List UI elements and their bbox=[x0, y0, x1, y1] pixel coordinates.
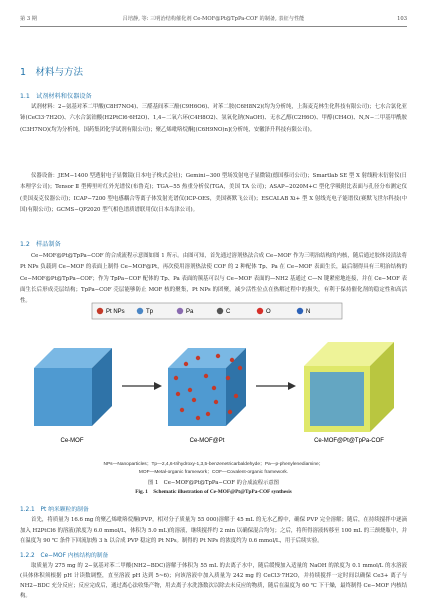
legend-label: C bbox=[226, 309, 231, 316]
legend-marker bbox=[137, 308, 143, 314]
subsubsection-heading: 1.2.2 Ce−MOF 内核结构的制备 bbox=[20, 553, 109, 559]
subsection-heading: 1.1 试剂材料和仪器设备 bbox=[20, 93, 92, 100]
paragraph-preparation: Ce−MOF@Pt@TpPa−COF 的合成流程示意图如图 1 所示。由图可知，首先通过溶剂热法合成 Ce−MOF 作为三明治结构的内核，随后通过胶体浸渍法将 Pt NPs 负载到 Ce−MOF 的表面上制得 Ce−MOF@Pt，再次使用溶剂热法使 COF 的 2 种配体 Tp、Pa 在 Ce−MOF 表面生长，最后制得具有三明治结构的 Ce−MOF@Pt@TpPa−COF；作为 TpPa−COF 配体的 Tp、Pa 表面的羰基可以与 Ce−MOF 表面的—NH2 基通过 C—N 键紧密地连接，并在 Ce−MOF 表面生长后形成壳层结构；TpPa−COF 壳层能够防止 MOF 核的聚集，Pt NPs 的团聚，减少活性位点在热解过程中的损失，有利于保持催化剂的稳定性和高活性。 bbox=[20, 253, 407, 305]
legend-marker bbox=[257, 308, 263, 314]
pt-nanoparticle bbox=[188, 388, 192, 392]
legend-label: N bbox=[306, 309, 311, 316]
legend-marker bbox=[97, 308, 103, 314]
figure-abbrev-note-1: NPs—Nanoparticles；Tp—2,4,6-trihydroxy-1,3,5-benzenetricarbaldehyde；Pa—p-phenylenediamine； bbox=[103, 462, 324, 467]
running-header bbox=[20, 14, 407, 24]
legend-marker bbox=[177, 308, 183, 314]
pt-nanoparticle bbox=[230, 358, 234, 362]
legend-label: Pt NPs bbox=[106, 309, 125, 316]
pt-nanoparticle bbox=[192, 398, 196, 402]
pt-nanoparticle bbox=[174, 376, 178, 380]
legend-label: Tp bbox=[146, 309, 154, 316]
paragraph-instruments: 仪器设备：JEM−1400 型透射电子显微镜(日本电子株式会社)；Gemini−300 型场发射电子显微镜(德国蔡司公司)；Smartlab SE 型 X 射线粉末衍射仪(日本理学公司)；Tensor Ⅱ 型傅里叶红外光谱仪(布鲁克)；TGA−55 热重分析仪(TGA，美国 TA 公司)；ASAP−2020M+C 型化学吸附比表面与孔径分布测定仪(美国麦克仪器公司)；ICAP−7200 型电感耦合等离子体发射光谱仪(ICP-OES，美国赛默飞公司)；ESCALAB Xi+ 型 X 射线光电子能谱仪(赛默飞世尔科技(中国)有限公司)；GCMS−QP2020 型气相色谱质谱联用仪(日本岛津公司)。 bbox=[20, 173, 407, 213]
pt-nanoparticle bbox=[184, 362, 188, 366]
page-number: 103 bbox=[397, 16, 407, 22]
paragraph-reagents: 试剂材料：2−氨基对苯二甲酸(C8H7NO4)、三醛基间苯三酚(C9H6O6)、对苯二胺(C6H8N2)(均为分析纯，上海麦克林生化科技有限公司)；七水合氯化亚铈(CeCl3·7H2O)、六水合氯铂酸(H2PtCl6·6H2O)、1,4−二氧六环(C4H8O2)、氢氧化钠(NaOH)、无水乙醇(C2H6O)、甲醇(CH4O)、N,N−二甲基甲酰胺(C3H7NO)(均为分析纯，国药集团化学试剂有限公司)；聚乙烯吡咯烷酮[(C6H9NO)n](分析纯，安徽泽升科技有限公司)。 bbox=[20, 104, 407, 133]
pt-nanoparticle bbox=[234, 394, 238, 398]
subsubsection-heading: 1.2.1 Pt 纳米颗粒的制备 bbox=[20, 507, 89, 513]
legend-marker bbox=[217, 308, 223, 314]
legend-marker bbox=[297, 308, 303, 314]
step-label-1: Ce-MOF bbox=[60, 438, 84, 444]
paragraph-ce-mof-core: 取质量为 275 mg 的 2−氨基对苯二甲酸(NH2−BDC)溶解于体积为 55 mL 的去离子水中，随后缓慢加入适量的 NaOH 的浓度为 0.1 mmol/L 的水溶液(具体体积须根据 pH 计读数调整，直至溶液 pH 达到 5~6)；向该溶液中加入质量为 242 mg 的 CeCl3·7H2O，并持续搅拌一定时间以确保 Ce3+ 离子与 NH2−BDC 充分反应；反应完成后，通过离心法收集产物，用去离子水洗涤数次以除去未反应的物质，随后在温度为 60 ℃ 下干燥，最终制得 Ce−MOF 内核结构。 bbox=[20, 563, 407, 599]
pt-nanoparticle bbox=[214, 400, 218, 404]
legend-label: Pa bbox=[186, 309, 194, 316]
pt-nanoparticle bbox=[212, 386, 216, 390]
pt-nanoparticle bbox=[196, 356, 200, 360]
cube-ce-mof-pt-cof bbox=[304, 342, 394, 432]
figure-abbrev-note-2: MOF—Metal-organic framework；COF—Covalent-organic framework. bbox=[138, 470, 289, 475]
running-title: 吕培静, 等: 三明治结构催化剂 Ce-MOF@Pt@TpPa-COF 的制备, 表征与性能 bbox=[122, 16, 305, 22]
step-label-3: Ce-MOF@Pt@TpPa-COF bbox=[314, 438, 384, 444]
cube-ce-mof bbox=[34, 348, 112, 426]
pt-nanoparticle bbox=[216, 354, 220, 358]
paragraph-pt-nanoparticles: 首先，将质量为 16.6 mg 的聚乙烯吡咯烷酮(PVP，相对分子质量为 55 000)溶解于 45 mL 的无水乙醇中，确保 PVP 完全溶解；随后，在持续搅拌中逐滴加入 H2PtCl6 的溶液(浓度为 6.0 mmol/L，体积为 5.0 mL)的溶液，继续搅拌约 2 min 以确保混合均匀；之后，将所得溶液转移至 100 mL 的三颈烧瓶中，并在温度为 90 ℃ 条件下回流加热 3 h 以合成 PVP 稳定的 Pt NPs。制得的 Pt NPs 的浓度约为 0.6 mmol/L，用于后续实验。 bbox=[20, 517, 407, 544]
issue-number: 第 3 期 bbox=[20, 16, 37, 22]
figure-caption-en: Fig. 1 Schematic illustration of Ce-MOF@Pt@TpPa-COF synthesis bbox=[135, 489, 292, 495]
header-rule bbox=[20, 26, 407, 27]
cube-ce-mof-pt bbox=[168, 348, 246, 426]
pt-nanoparticle bbox=[226, 376, 230, 380]
figure-1 bbox=[22, 300, 406, 460]
pt-nanoparticle bbox=[238, 366, 242, 370]
pt-nanoparticle bbox=[196, 416, 200, 420]
section-title: 1 材料与方法 bbox=[20, 67, 84, 78]
arrow-step-1 bbox=[122, 382, 162, 390]
figure-caption-cn: 图 1 Ce−MOF@Pt@TpPa−COF 的合成流程示意图 bbox=[148, 480, 279, 486]
pt-nanoparticle bbox=[206, 412, 210, 416]
pt-nanoparticle bbox=[180, 408, 184, 412]
subsection-heading: 1.2 样品制备 bbox=[20, 241, 61, 248]
arrow-step-2 bbox=[256, 382, 296, 390]
step-label-2: Ce-MOF@Pt bbox=[189, 438, 225, 444]
pt-nanoparticle bbox=[204, 374, 208, 378]
figure-1-illustration bbox=[22, 300, 406, 460]
pt-nanoparticle bbox=[176, 392, 180, 396]
pt-nanoparticle bbox=[228, 410, 232, 414]
legend-label: O bbox=[266, 309, 271, 316]
